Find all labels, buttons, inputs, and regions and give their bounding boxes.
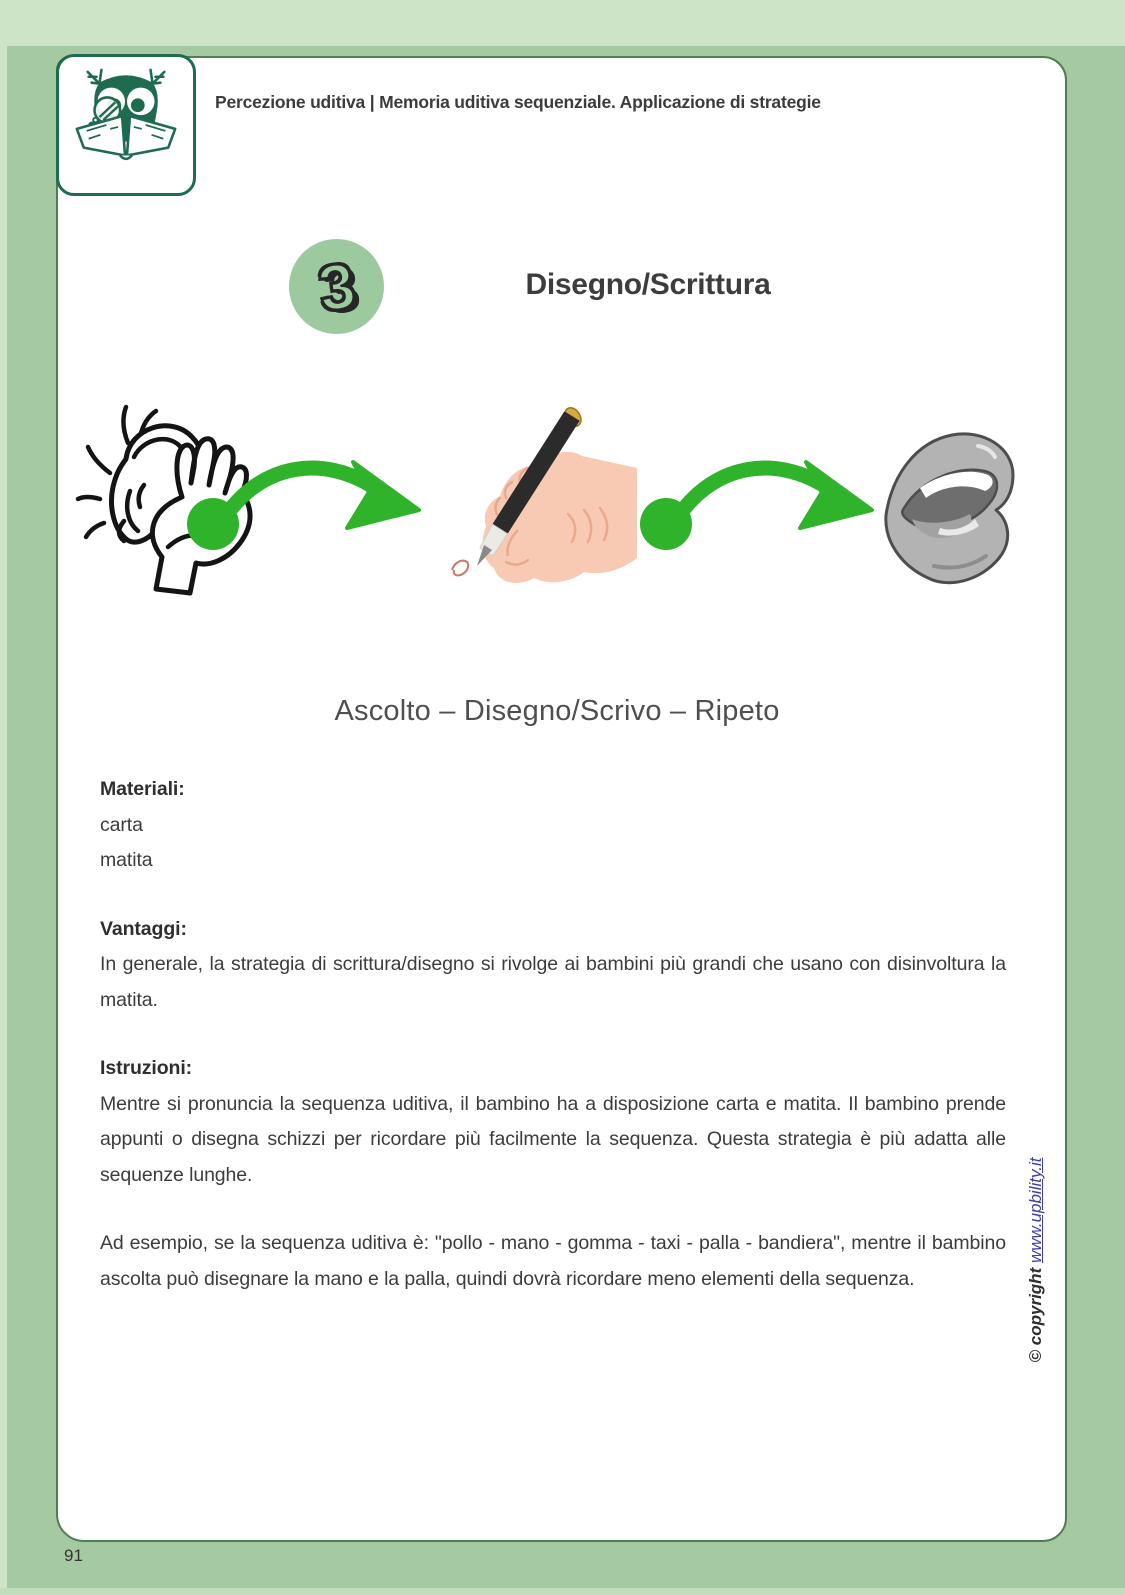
sequence-arrow-2-icon: [638, 430, 878, 565]
advantages-section: [100, 912, 1006, 1019]
owl-reading-book-icon: [67, 64, 185, 187]
copyright-link[interactable]: www.upbility.it: [1026, 1157, 1045, 1264]
top-edge-strip: [0, 0, 1125, 46]
instructions-section: [100, 1051, 1006, 1193]
materials-heading: Materiali:: [100, 778, 185, 800]
copyright-sidebar: [1026, 1150, 1048, 1370]
instructions-body: Mentre si pronuncia la sequenza uditiva, il bambino ha a disposizione carta e matita. Il bambino prende appunti o disegna schizzi per ricordare più facilmente la sequenza. Questa strategia è più adatta alle sequenze lunghe.: [100, 1092, 1006, 1186]
sequence-caption: Ascolto – Disegno/Scrivo – Ripeto: [334, 695, 780, 727]
page-number: 91: [64, 1546, 83, 1565]
speaking-mouth-icon: [882, 420, 1022, 597]
advantages-heading: Vantaggi:: [100, 917, 187, 940]
bottom-edge-strip: [0, 1588, 1125, 1595]
materials-item: carta: [100, 813, 143, 836]
materials-item: matita: [100, 849, 153, 871]
example-section: [100, 1226, 1006, 1297]
step-number-badge: [289, 239, 384, 334]
left-edge-strip: [0, 0, 7, 1595]
publisher-logo-box: [56, 54, 196, 196]
copyright-text: © copyright: [1026, 1263, 1045, 1363]
instructions-heading: Istruzioni:: [100, 1057, 193, 1079]
page-title: Disegno/Scrittura: [525, 268, 771, 301]
page-header: Percezione uditiva | Memoria uditiva sequenziale. Applicazione di strategie: [215, 92, 821, 112]
advantages-body: In generale, la strategia di scrittura/disegno si rivolge ai bambini più grandi che usano con disinvoltura la matita.: [100, 953, 1006, 1011]
example-body: Ad esempio, se la sequenza uditiva è: "pollo - mano - gomma - taxi - palla - bandiera", mentre il bambino ascolta può disegnare la mano e la palla, quindi dovrà ricordare meno elementi della sequenza.: [100, 1232, 1006, 1290]
badge-number: 3: [313, 248, 360, 325]
materials-section: [100, 772, 1006, 879]
sequence-arrow-1-icon: [185, 430, 425, 565]
hand-writing-pencil-icon: [422, 398, 637, 593]
body-content: [100, 772, 1006, 1330]
